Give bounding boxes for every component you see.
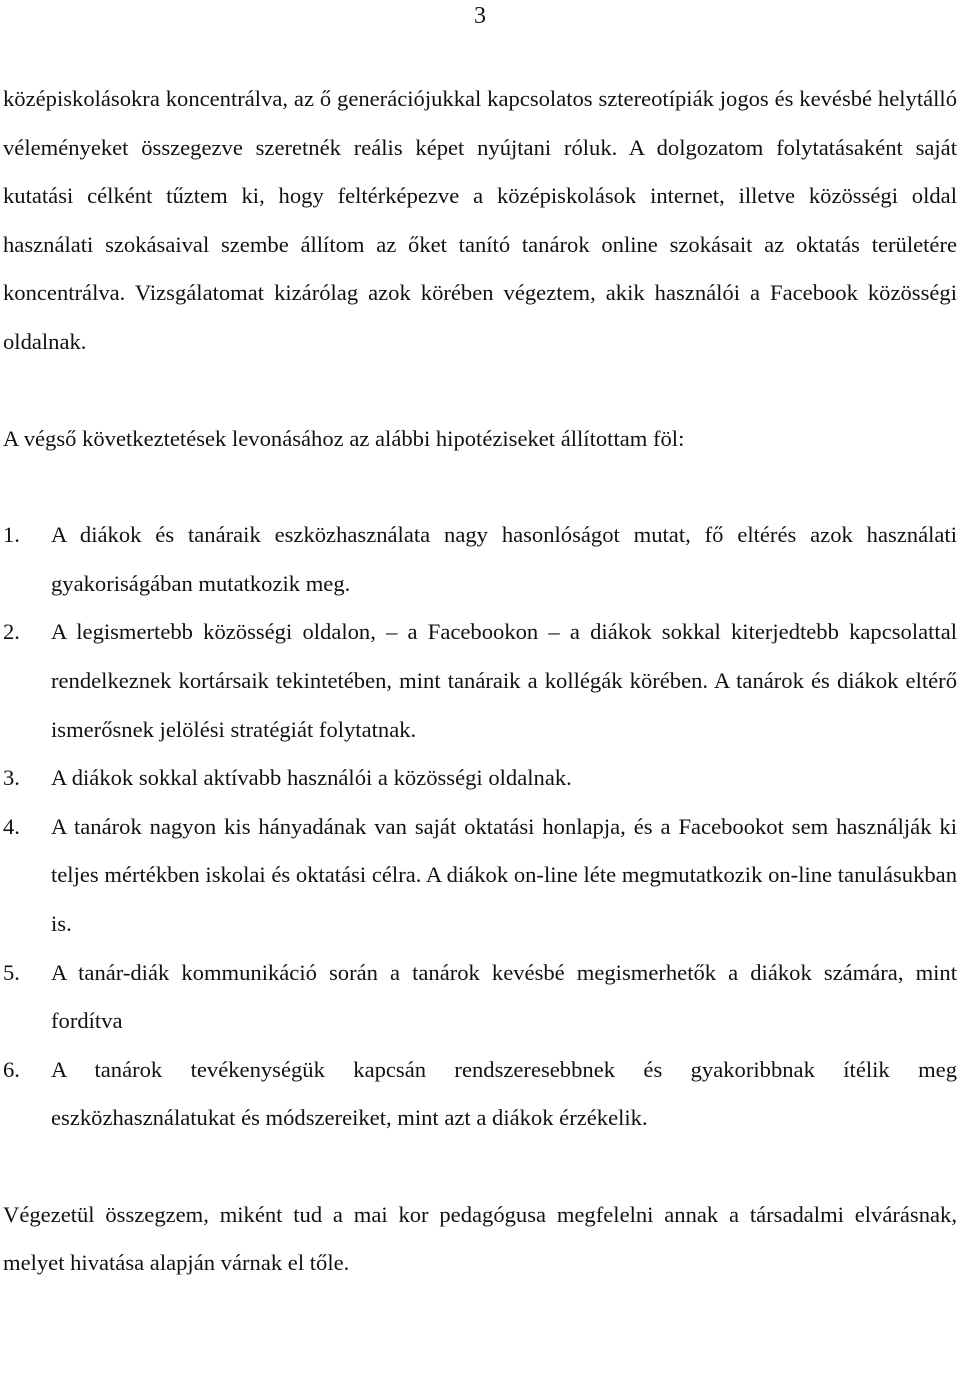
list-item [3,803,957,949]
list-item-number: 4. [3,813,20,839]
list-item-text: A tanárok nagyon kis hányadának van saját oktatási honlapja, és a Facebookot sem használják ki teljes mértékben iskolai és oktatási célra. A diákok on-line léte megmutatkozik on-line tanulásukban is. [51,813,957,936]
page-number: 3 [474,3,486,29]
list-item [3,608,957,754]
list-item [3,754,957,803]
list-item-number: 5. [3,959,20,985]
list-item-number: 6. [3,1056,20,1082]
hypotheses-intro: A végső következtetések levonásához az alábbi hipotéziseket állítottam föl: [3,425,685,451]
list-item-text: A diákok sokkal aktívabb használói a közösségi oldalnak. [51,765,572,791]
list-item [3,949,957,1046]
list-item-number: 2. [3,619,20,645]
list-item-text: A tanárok tevékenységük kapcsán rendszeresebbnek és gyakoribbnak ítélik meg eszközhasználatukat és módszereiket, mint azt a diákok érzékelik. [51,1056,957,1131]
document-body [3,75,957,1288]
list-item [3,1046,957,1143]
list-item-number: 1. [3,522,20,548]
paragraph-gap [3,367,957,415]
paragraph-gap [3,463,957,511]
list-item [3,511,957,608]
list-item-text: A tanár-diák kommunikáció során a tanárok kevésbé megismerhetők a diákok számára, mint fordítva [51,959,957,1034]
intro-paragraph: középiskolásokra koncentrálva, az ő generációjukkal kapcsolatos sztereotípiák jogos és kevésbé helytálló véleményeket összegezve szeretnék reális képet nyújtani róluk. A dolgozatom folytatásaként saját kutatási célként tűztem ki, hogy feltérképezve a középiskolások internet, illetve közösségi oldal használati szokásaival szembe állítom az őket tanító tanárok online szokásait az oktatás területére koncentrálva. Vizsgálatomat kizárólag azok körében végeztem, akik használói a Facebook közösségi oldalnak. [3,86,957,354]
list-item-text: A diákok és tanáraik eszközhasználata nagy hasonlóságot mutat, fő eltérés azok használati gyakoriságában mutatkozik meg. [51,522,957,596]
closing-paragraph: Végezetül összegzem, miként tud a mai kor pedagógusa megfelelni annak a társadalmi elvárásnak, melyet hivatása alapján várnak el tőle. [3,1201,957,1276]
hypotheses-list [3,511,957,1143]
paragraph-gap [3,1143,957,1191]
list-item-text: A legismertebb közösségi oldalon, – a Facebookon – a diákok sokkal kiterjedtebb kapcsolattal rendelkeznek kortársaik tekintetében, mint tanáraik a kollégák körében. A tanárok és diákok eltérő ismerősnek jelölési stratégiát folytatnak. [51,619,957,742]
list-item-number: 3. [3,765,20,791]
